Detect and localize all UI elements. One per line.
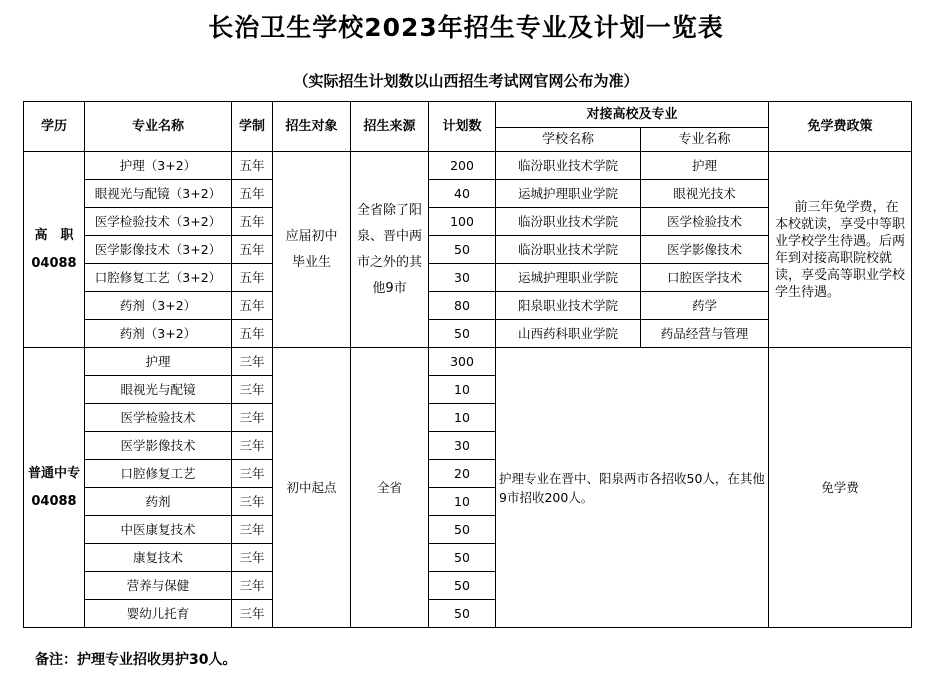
- table-row: [24, 152, 912, 180]
- duration-cell: 三年: [232, 348, 273, 376]
- plan-cell: 50: [429, 516, 496, 544]
- plan-cell: 80: [429, 292, 496, 320]
- header-policy: 免学费政策: [769, 102, 912, 152]
- source-cell-secondary: 全省: [351, 348, 429, 628]
- major-cell: 眼视光与配镜（3+2）: [85, 180, 232, 208]
- page-title: 长治卫生学校2023年招生专业及计划一览表: [208, 13, 724, 42]
- level-code: 04088: [31, 255, 77, 271]
- plan-cell: 30: [429, 432, 496, 460]
- plan-cell: 10: [429, 488, 496, 516]
- level-code: 04088: [31, 493, 77, 509]
- major-cell: 营养与保健: [85, 572, 232, 600]
- enrollment-table: [23, 101, 912, 628]
- header-source: 招生来源: [351, 102, 429, 152]
- header-plan: 计划数: [429, 102, 496, 152]
- major-cell: 护理: [85, 348, 232, 376]
- source-text: 全省除了阳泉、晋中两市之外的其他9市: [357, 202, 423, 296]
- header-target: 招生对象: [273, 102, 351, 152]
- partner-major-cell: 药品经营与管理: [641, 320, 769, 348]
- plan-cell: 100: [429, 208, 496, 236]
- major-cell: 医学检验技术（3+2）: [85, 208, 232, 236]
- duration-cell: 五年: [232, 320, 273, 348]
- major-cell: 护理（3+2）: [85, 152, 232, 180]
- major-cell: 医学检验技术: [85, 404, 232, 432]
- duration-cell: 三年: [232, 544, 273, 572]
- level-cell-secondary: [24, 348, 85, 628]
- major-cell: 医学影像技术（3+2）: [85, 236, 232, 264]
- school-cell: 临汾职业技术学院: [496, 236, 641, 264]
- plan-cell: 10: [429, 376, 496, 404]
- duration-cell: 三年: [232, 600, 273, 628]
- major-cell: 婴幼儿托育: [85, 600, 232, 628]
- partner-major-cell: 药学: [641, 292, 769, 320]
- plan-cell: 300: [429, 348, 496, 376]
- major-cell: 医学影像技术: [85, 432, 232, 460]
- school-cell: 运城护理职业学院: [496, 180, 641, 208]
- plan-cell: 50: [429, 544, 496, 572]
- duration-cell: 五年: [232, 264, 273, 292]
- major-cell: 中医康复技术: [85, 516, 232, 544]
- policy-cell-higher: 前三年免学费，在本校就读，享受中等职业学校学生待遇。后两年到对接高职院校就读，享受高等职业学校学生待遇。: [769, 152, 912, 348]
- header-school: 学校名称: [496, 128, 641, 152]
- duration-cell: 三年: [232, 376, 273, 404]
- level-name: 高 职: [34, 227, 74, 243]
- duration-cell: 三年: [232, 516, 273, 544]
- plan-cell: 10: [429, 404, 496, 432]
- duration-cell: 五年: [232, 208, 273, 236]
- table-row: [24, 348, 912, 376]
- plan-cell: 40: [429, 180, 496, 208]
- header-major: 专业名称: [85, 102, 232, 152]
- major-cell: 口腔修复工艺: [85, 460, 232, 488]
- plan-cell: 20: [429, 460, 496, 488]
- footer-note: 备注：护理专业招收男护30人。: [35, 652, 237, 668]
- target-text: 应届初中毕业生: [285, 228, 338, 270]
- school-cell: 运城护理职业学院: [496, 264, 641, 292]
- duration-cell: 五年: [232, 152, 273, 180]
- duration-cell: 五年: [232, 180, 273, 208]
- level-cell-higher: [24, 152, 85, 348]
- header-partner: 对接高校及专业: [496, 102, 769, 128]
- header-level: 学历: [24, 102, 85, 152]
- target-cell-higher: [273, 152, 351, 348]
- plan-cell: 50: [429, 600, 496, 628]
- duration-cell: 五年: [232, 292, 273, 320]
- plan-cell: 200: [429, 152, 496, 180]
- plan-cell: 50: [429, 320, 496, 348]
- plan-cell: 30: [429, 264, 496, 292]
- duration-cell: 三年: [232, 488, 273, 516]
- major-cell: 药剂（3+2）: [85, 320, 232, 348]
- duration-cell: 三年: [232, 404, 273, 432]
- partner-major-cell: 护理: [641, 152, 769, 180]
- duration-cell: 三年: [232, 432, 273, 460]
- partner-major-cell: 眼视光技术: [641, 180, 769, 208]
- duration-cell: 三年: [232, 460, 273, 488]
- plan-cell: 50: [429, 236, 496, 264]
- partner-major-cell: 医学影像技术: [641, 236, 769, 264]
- plan-cell: 50: [429, 572, 496, 600]
- major-cell: 口腔修复工艺（3+2）: [85, 264, 232, 292]
- note-cell-secondary: 护理专业在晋中、阳泉两市各招收50人，在其他9市招收200人。: [496, 348, 769, 628]
- level-name: 普通中专: [27, 465, 80, 481]
- school-cell: 临汾职业技术学院: [496, 152, 641, 180]
- school-cell: 阳泉职业技术学院: [496, 292, 641, 320]
- major-cell: 康复技术: [85, 544, 232, 572]
- duration-cell: 五年: [232, 236, 273, 264]
- partner-major-cell: 医学检验技术: [641, 208, 769, 236]
- policy-cell-secondary: 免学费: [769, 348, 912, 628]
- major-cell: 药剂: [85, 488, 232, 516]
- school-cell: 山西药科职业学院: [496, 320, 641, 348]
- major-cell: 药剂（3+2）: [85, 292, 232, 320]
- target-cell-secondary: 初中起点: [273, 348, 351, 628]
- header-partner-major: 专业名称: [641, 128, 769, 152]
- page-subtitle: （实际招生计划数以山西招生考试网官网公布为准）: [293, 72, 639, 90]
- partner-major-cell: 口腔医学技术: [641, 264, 769, 292]
- header-duration: 学制: [232, 102, 273, 152]
- source-cell-higher: [351, 152, 429, 348]
- school-cell: 临汾职业技术学院: [496, 208, 641, 236]
- duration-cell: 三年: [232, 572, 273, 600]
- major-cell: 眼视光与配镜: [85, 376, 232, 404]
